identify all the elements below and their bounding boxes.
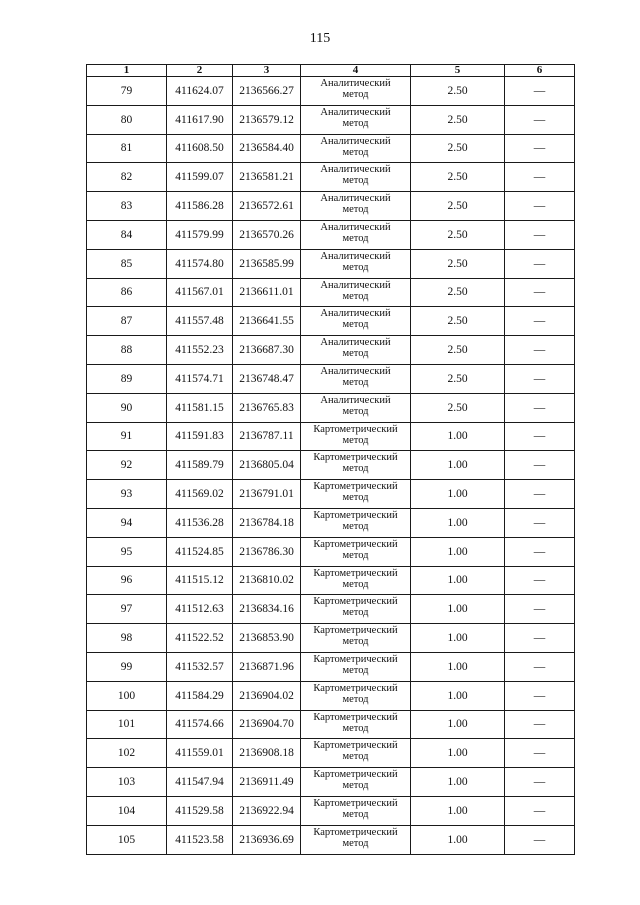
header-y-coordinate: 3 — [233, 65, 301, 77]
header-note: 6 — [505, 65, 575, 77]
point-number-cell: 79 — [87, 77, 167, 106]
method-name: Аналитический — [320, 135, 391, 147]
note-cell: — — [505, 825, 575, 854]
y-coordinate-cell: 2136805.04 — [233, 451, 301, 480]
accuracy-cell: 1.00 — [411, 681, 505, 710]
method-name: Картометрический — [313, 769, 398, 781]
note-cell: — — [505, 595, 575, 624]
method-cell — [301, 768, 411, 797]
point-number-cell: 98 — [87, 624, 167, 653]
note-cell: — — [505, 739, 575, 768]
x-coordinate-cell: 411591.83 — [167, 422, 233, 451]
table-row — [87, 220, 575, 249]
table-row — [87, 249, 575, 278]
y-coordinate-cell: 2136786.30 — [233, 537, 301, 566]
point-number-cell: 88 — [87, 336, 167, 365]
point-number-cell: 105 — [87, 825, 167, 854]
method-name: Аналитический — [320, 279, 391, 291]
x-coordinate-cell: 411608.50 — [167, 134, 233, 163]
method-word: метод — [342, 520, 369, 532]
x-coordinate-cell: 411529.58 — [167, 796, 233, 825]
point-number-cell: 95 — [87, 537, 167, 566]
method-word: метод — [342, 261, 369, 273]
note-cell: — — [505, 451, 575, 480]
method-word: метод — [342, 549, 369, 561]
accuracy-cell: 1.00 — [411, 480, 505, 509]
method-cell — [301, 710, 411, 739]
method-cell — [301, 566, 411, 595]
method-name: Картометрический — [313, 797, 398, 809]
method-name: Картометрический — [313, 826, 398, 838]
method-name: Аналитический — [320, 164, 391, 176]
point-number-cell: 91 — [87, 422, 167, 451]
table-row — [87, 451, 575, 480]
note-cell: — — [505, 163, 575, 192]
method-word: метод — [342, 837, 369, 849]
x-coordinate-cell: 411557.48 — [167, 307, 233, 336]
method-cell — [301, 278, 411, 307]
point-number-cell: 87 — [87, 307, 167, 336]
y-coordinate-cell: 2136784.18 — [233, 508, 301, 537]
table-row — [87, 480, 575, 509]
method-name: Аналитический — [320, 78, 391, 89]
y-coordinate-cell: 2136765.83 — [233, 393, 301, 422]
point-number-cell: 83 — [87, 192, 167, 221]
method-cell — [301, 220, 411, 249]
method-word: метод — [342, 808, 369, 820]
x-coordinate-cell: 411523.58 — [167, 825, 233, 854]
x-coordinate-cell: 411524.85 — [167, 537, 233, 566]
method-word: метод — [342, 319, 369, 331]
table-row — [87, 566, 575, 595]
accuracy-cell: 1.00 — [411, 796, 505, 825]
table-header-row — [87, 65, 575, 77]
point-number-cell: 90 — [87, 393, 167, 422]
y-coordinate-cell: 2136687.30 — [233, 336, 301, 365]
method-name: Аналитический — [320, 308, 391, 320]
note-cell: — — [505, 508, 575, 537]
note-cell: — — [505, 192, 575, 221]
method-cell — [301, 624, 411, 653]
page-number: 115 — [309, 31, 331, 46]
method-cell — [301, 422, 411, 451]
x-coordinate-cell: 411515.12 — [167, 566, 233, 595]
header-x-coordinate: 2 — [167, 65, 233, 77]
table-row — [87, 595, 575, 624]
point-number-cell: 81 — [87, 134, 167, 163]
method-cell — [301, 796, 411, 825]
method-word: метод — [342, 578, 369, 590]
y-coordinate-cell: 2136572.61 — [233, 192, 301, 221]
y-coordinate-cell: 2136871.96 — [233, 652, 301, 681]
accuracy-cell: 2.50 — [411, 336, 505, 365]
method-cell — [301, 192, 411, 221]
x-coordinate-cell: 411584.29 — [167, 681, 233, 710]
method-word: метод — [342, 434, 369, 446]
x-coordinate-cell: 411586.28 — [167, 192, 233, 221]
method-word: метод — [342, 607, 369, 619]
accuracy-cell: 1.00 — [411, 624, 505, 653]
y-coordinate-cell: 2136641.55 — [233, 307, 301, 336]
note-cell: — — [505, 134, 575, 163]
x-coordinate-cell: 411599.07 — [167, 163, 233, 192]
method-name: Аналитический — [320, 337, 391, 349]
accuracy-cell: 1.00 — [411, 566, 505, 595]
table-row — [87, 163, 575, 192]
accuracy-cell: 2.50 — [411, 134, 505, 163]
method-cell — [301, 451, 411, 480]
x-coordinate-cell: 411547.94 — [167, 768, 233, 797]
y-coordinate-cell: 2136904.70 — [233, 710, 301, 739]
accuracy-cell: 1.00 — [411, 710, 505, 739]
note-cell: — — [505, 652, 575, 681]
x-coordinate-cell: 411559.01 — [167, 739, 233, 768]
note-cell: — — [505, 77, 575, 106]
method-name: Картометрический — [313, 509, 398, 521]
method-cell — [301, 480, 411, 509]
point-number-cell: 82 — [87, 163, 167, 192]
table-row — [87, 652, 575, 681]
y-coordinate-cell: 2136570.26 — [233, 220, 301, 249]
method-word: метод — [342, 376, 369, 388]
method-name: Аналитический — [320, 365, 391, 377]
table-row — [87, 710, 575, 739]
method-name: Аналитический — [320, 193, 391, 205]
method-name: Аналитический — [320, 106, 391, 118]
accuracy-cell: 2.50 — [411, 192, 505, 221]
table-row — [87, 364, 575, 393]
method-word: метод — [342, 463, 369, 475]
table-row — [87, 307, 575, 336]
method-word: метод — [342, 751, 369, 763]
method-word: метод — [342, 290, 369, 302]
table-row — [87, 768, 575, 797]
x-coordinate-cell: 411589.79 — [167, 451, 233, 480]
y-coordinate-cell: 2136566.27 — [233, 77, 301, 106]
method-word: метод — [342, 175, 369, 187]
method-cell — [301, 508, 411, 537]
note-cell: — — [505, 307, 575, 336]
method-word: метод — [342, 693, 369, 705]
point-number-cell: 86 — [87, 278, 167, 307]
point-number-cell: 93 — [87, 480, 167, 509]
accuracy-cell: 2.50 — [411, 163, 505, 192]
method-name: Картометрический — [313, 538, 398, 550]
table-row — [87, 77, 575, 106]
method-cell — [301, 249, 411, 278]
method-word: метод — [342, 664, 369, 676]
point-number-cell: 99 — [87, 652, 167, 681]
note-cell: — — [505, 105, 575, 134]
note-cell: — — [505, 768, 575, 797]
y-coordinate-cell: 2136922.94 — [233, 796, 301, 825]
method-name: Картометрический — [313, 481, 398, 493]
table-row — [87, 624, 575, 653]
table-row — [87, 192, 575, 221]
point-number-cell: 97 — [87, 595, 167, 624]
accuracy-cell: 2.50 — [411, 105, 505, 134]
method-name: Картометрический — [313, 423, 398, 435]
note-cell: — — [505, 249, 575, 278]
note-cell: — — [505, 364, 575, 393]
table-row — [87, 105, 575, 134]
method-word: метод — [342, 492, 369, 504]
y-coordinate-cell: 2136936.69 — [233, 825, 301, 854]
point-number-cell: 100 — [87, 681, 167, 710]
accuracy-cell: 1.00 — [411, 768, 505, 797]
method-cell — [301, 739, 411, 768]
point-number-cell: 96 — [87, 566, 167, 595]
y-coordinate-cell: 2136748.47 — [233, 364, 301, 393]
method-word: метод — [342, 780, 369, 792]
header-point-number: 1 — [87, 65, 167, 77]
method-cell — [301, 307, 411, 336]
y-coordinate-cell: 2136834.16 — [233, 595, 301, 624]
y-coordinate-cell: 2136791.01 — [233, 480, 301, 509]
method-name: Картометрический — [313, 567, 398, 579]
method-name: Картометрический — [313, 596, 398, 608]
table-row — [87, 278, 575, 307]
point-number-cell: 94 — [87, 508, 167, 537]
accuracy-cell: 1.00 — [411, 422, 505, 451]
accuracy-cell: 2.50 — [411, 393, 505, 422]
x-coordinate-cell: 411536.28 — [167, 508, 233, 537]
method-cell — [301, 652, 411, 681]
y-coordinate-cell: 2136908.18 — [233, 739, 301, 768]
method-cell — [301, 105, 411, 134]
accuracy-cell: 1.00 — [411, 825, 505, 854]
method-word: метод — [342, 204, 369, 216]
note-cell: — — [505, 624, 575, 653]
table-row — [87, 422, 575, 451]
y-coordinate-cell: 2136911.49 — [233, 768, 301, 797]
y-coordinate-cell: 2136787.11 — [233, 422, 301, 451]
method-word: метод — [342, 117, 369, 129]
point-number-cell: 84 — [87, 220, 167, 249]
method-cell — [301, 681, 411, 710]
y-coordinate-cell: 2136584.40 — [233, 134, 301, 163]
method-word: метод — [342, 636, 369, 648]
method-cell — [301, 163, 411, 192]
point-number-cell: 102 — [87, 739, 167, 768]
method-cell — [301, 77, 411, 106]
point-number-cell: 92 — [87, 451, 167, 480]
coordinates-table — [86, 64, 575, 855]
x-coordinate-cell: 411567.01 — [167, 278, 233, 307]
note-cell: — — [505, 422, 575, 451]
table-row — [87, 393, 575, 422]
note-cell: — — [505, 710, 575, 739]
method-cell — [301, 595, 411, 624]
method-cell — [301, 364, 411, 393]
method-cell — [301, 393, 411, 422]
y-coordinate-cell: 2136810.02 — [233, 566, 301, 595]
point-number-cell: 103 — [87, 768, 167, 797]
note-cell: — — [505, 480, 575, 509]
x-coordinate-cell: 411581.15 — [167, 393, 233, 422]
method-word: метод — [342, 722, 369, 734]
method-cell — [301, 537, 411, 566]
x-coordinate-cell: 411617.90 — [167, 105, 233, 134]
accuracy-cell: 2.50 — [411, 249, 505, 278]
accuracy-cell: 1.00 — [411, 451, 505, 480]
x-coordinate-cell: 411522.52 — [167, 624, 233, 653]
method-name: Аналитический — [320, 221, 391, 233]
accuracy-cell: 1.00 — [411, 537, 505, 566]
note-cell: — — [505, 566, 575, 595]
accuracy-cell: 2.50 — [411, 278, 505, 307]
x-coordinate-cell: 411552.23 — [167, 336, 233, 365]
note-cell: — — [505, 393, 575, 422]
y-coordinate-cell: 2136904.02 — [233, 681, 301, 710]
accuracy-cell: 2.50 — [411, 364, 505, 393]
method-name: Картометрический — [313, 682, 398, 694]
x-coordinate-cell: 411624.07 — [167, 77, 233, 106]
point-number-cell: 89 — [87, 364, 167, 393]
accuracy-cell: 1.00 — [411, 595, 505, 624]
method-cell — [301, 134, 411, 163]
point-number-cell: 80 — [87, 105, 167, 134]
y-coordinate-cell: 2136853.90 — [233, 624, 301, 653]
x-coordinate-cell: 411574.66 — [167, 710, 233, 739]
method-word: метод — [342, 232, 369, 244]
x-coordinate-cell: 411579.99 — [167, 220, 233, 249]
table-row — [87, 796, 575, 825]
accuracy-cell: 1.00 — [411, 652, 505, 681]
table-row — [87, 508, 575, 537]
table-row — [87, 681, 575, 710]
y-coordinate-cell: 2136585.99 — [233, 249, 301, 278]
x-coordinate-cell: 411574.71 — [167, 364, 233, 393]
note-cell: — — [505, 220, 575, 249]
table-row — [87, 537, 575, 566]
method-name: Аналитический — [320, 394, 391, 406]
table-row — [87, 336, 575, 365]
method-word: метод — [342, 348, 369, 360]
note-cell: — — [505, 796, 575, 825]
method-name: Аналитический — [320, 250, 391, 262]
accuracy-cell: 1.00 — [411, 739, 505, 768]
accuracy-cell: 2.50 — [411, 307, 505, 336]
y-coordinate-cell: 2136581.21 — [233, 163, 301, 192]
x-coordinate-cell: 411512.63 — [167, 595, 233, 624]
table-row — [87, 134, 575, 163]
method-name: Картометрический — [313, 740, 398, 752]
method-name: Картометрический — [313, 653, 398, 665]
point-number-cell: 101 — [87, 710, 167, 739]
accuracy-cell: 2.50 — [411, 220, 505, 249]
accuracy-cell: 2.50 — [411, 77, 505, 106]
table-row — [87, 739, 575, 768]
table-row — [87, 825, 575, 854]
y-coordinate-cell: 2136579.12 — [233, 105, 301, 134]
method-cell — [301, 825, 411, 854]
method-name: Картометрический — [313, 452, 398, 464]
accuracy-cell: 1.00 — [411, 508, 505, 537]
x-coordinate-cell: 411532.57 — [167, 652, 233, 681]
x-coordinate-cell: 411574.80 — [167, 249, 233, 278]
method-word: метод — [342, 146, 369, 158]
point-number-cell: 104 — [87, 796, 167, 825]
note-cell: — — [505, 336, 575, 365]
method-cell — [301, 336, 411, 365]
y-coordinate-cell: 2136611.01 — [233, 278, 301, 307]
table-body — [87, 77, 575, 855]
note-cell: — — [505, 278, 575, 307]
method-word: метод — [342, 405, 369, 417]
header-method: 4 — [301, 65, 411, 77]
note-cell: — — [505, 537, 575, 566]
note-cell: — — [505, 681, 575, 710]
method-word: метод — [342, 89, 369, 100]
header-accuracy: 5 — [411, 65, 505, 77]
method-name: Картометрический — [313, 711, 398, 723]
x-coordinate-cell: 411569.02 — [167, 480, 233, 509]
method-name: Картометрический — [313, 625, 398, 637]
point-number-cell: 85 — [87, 249, 167, 278]
